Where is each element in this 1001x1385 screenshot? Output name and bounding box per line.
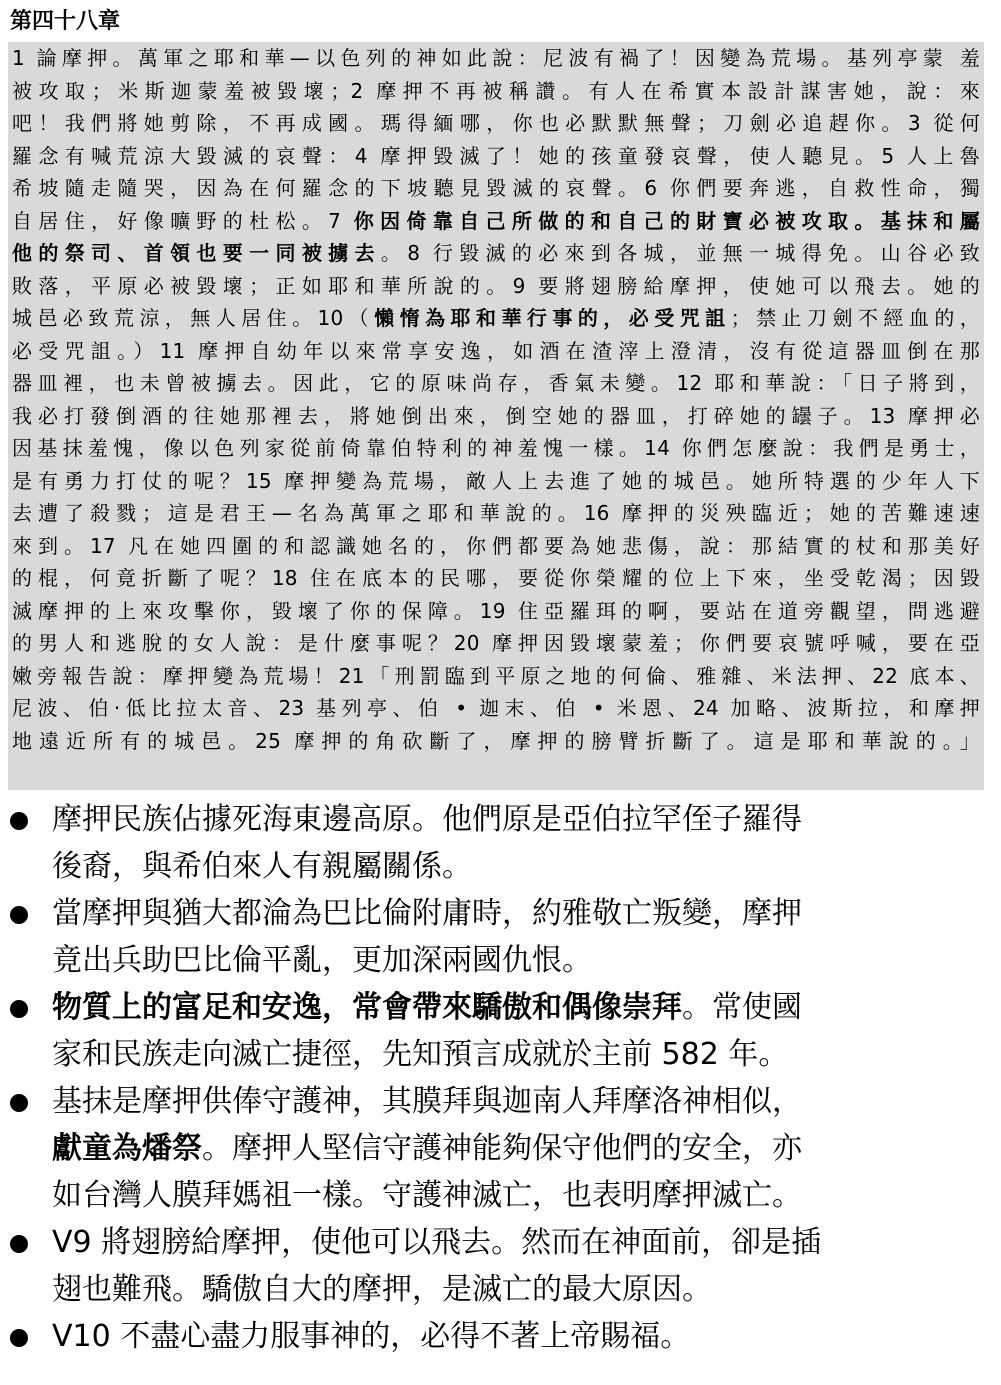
scripture-line [12, 725, 980, 758]
text-segment: 敗落，平原必被毀壞；正如耶和華所說的。9 要將翅膀給摩押，使她可以飛去。她的 [12, 273, 980, 298]
text-segment: 後裔，與希伯來人有親屬關係。 [52, 849, 472, 884]
scripture-line [12, 692, 980, 725]
text-segment: 。8 行毀滅的必來到各城，並無一城得免。山谷必致 [380, 241, 980, 265]
emphasized-text: 你因倚靠自己所做的和自己的財寶必被攻取。基抹和屬 [353, 208, 980, 233]
text-segment: 滅摩押的上來攻擊你，毀壞了你的保障。19 住亞羅珥的啊，要站在道旁觀望，問逃避 [12, 598, 980, 623]
note-item [8, 890, 988, 984]
bullet-icon [10, 1235, 28, 1253]
bullet-icon [10, 906, 28, 924]
note-line [52, 843, 988, 890]
scripture-line [12, 107, 980, 140]
text-segment: 被攻取；米斯迦蒙羞被毀壞；2 摩押不再被稱讚。有人在希實本設計謀害她，說：來 [12, 78, 980, 103]
text-segment: 地遠近所有的城邑。25 摩押的角砍斷了，摩押的膀臂折斷了。這是耶和華說的。」 [12, 728, 980, 753]
scripture-line [12, 465, 980, 498]
scripture-line [12, 335, 980, 368]
bullet-icon [10, 1094, 28, 1112]
note-line [52, 1031, 988, 1078]
bullet-icon [10, 1000, 28, 1018]
scripture-line [12, 270, 980, 303]
text-segment: 嫩旁報告說：摩押變為荒場！21「刑罰臨到平原之地的何倫、雅雜、米法押、22 底本、 [12, 663, 980, 688]
note-line [52, 796, 988, 843]
scripture-line [12, 172, 980, 205]
note-line [52, 1078, 988, 1125]
emphasized-text: 獻童為燔祭 [52, 1131, 202, 1166]
text-segment: 的棍，何竟折斷了呢？18 住在底本的民哪，要從你榮耀的位上下來，坐受乾渴；因毀 [12, 566, 980, 590]
emphasized-text: 他的祭司、首領也要一同被擄去 [12, 241, 381, 265]
text-segment: 。常使國 [682, 990, 802, 1025]
text-segment: 城邑必致荒涼，無人居住。10（ [12, 306, 375, 330]
emphasized-text: 物質上的富足和安逸，常會帶來驕傲和偶像崇拜 [52, 990, 682, 1025]
scripture-line [12, 367, 980, 400]
scripture-line [12, 432, 980, 465]
note-line [52, 890, 988, 937]
scripture-line [12, 75, 980, 108]
note-line [52, 1172, 988, 1219]
scripture-line [12, 595, 980, 628]
emphasized-text: 懶惰為耶和華行事的，必受咒詛 [374, 306, 731, 330]
note-line [52, 1266, 988, 1313]
scripture-line [12, 237, 980, 270]
text-segment: 希坡隨走隨哭，因為在何羅念的下坡聽見毀滅的哀聲。6 你們要奔逃，自救性命，獨 [12, 176, 980, 200]
note-item [8, 1219, 988, 1313]
note-item [8, 1078, 988, 1219]
text-segment: 羅念有喊荒涼大毀滅的哀聲：4 摩押毀滅了！她的孩童發哀聲，使人聽見。5 人上魯 [12, 143, 980, 168]
note-line [52, 1313, 988, 1360]
text-segment: 吧！我們將她剪除，不再成國。瑪得緬哪，你也必默默無聲；刀劍必追趕你。3 從何 [12, 111, 980, 135]
text-segment: 竟出兵助巴比倫平亂，更加深兩國仇恨。 [52, 943, 592, 978]
text-segment: 。摩押人堅信守護神能夠保守他們的安全，亦 [202, 1131, 802, 1166]
note-line [52, 1219, 988, 1266]
text-segment: 因基抹羞愧，像以色列家從前倚靠伯特利的神羞愧一樣。14 你們怎麼說：我們是勇士， [12, 436, 980, 460]
text-segment: 器皿裡，也未曾被擄去。因此，它的原味尚存，香氣未變。12 耶和華說：「日子將到， [12, 371, 980, 395]
text-segment: 尼波、伯‧低比拉太音、23 基列亭、伯 • 迦末、伯 • 米恩、24 加略、波斯拉，和摩押 [12, 696, 980, 720]
text-segment: V9 將翅膀給摩押，使他可以飛去。然而在神面前，卻是插 [52, 1225, 822, 1260]
text-segment: ；禁止刀劍不經血的， [730, 306, 980, 330]
text-segment: 當摩押與猶大都淪為巴比倫附庸時，約雅敬亡叛變，摩押 [52, 896, 802, 931]
scripture-line [12, 400, 980, 433]
text-segment: 如台灣人膜拜媽祖一樣。守護神滅亡，也表明摩押滅亡。 [52, 1178, 802, 1213]
text-segment: 的男人和逃脫的女人說：是什麼事呢？20 摩押因毀壞蒙羞；你們要哀號呼喊，要在亞 [12, 631, 980, 655]
text-segment: 自居住，好像曠野的杜松。7 [12, 208, 354, 233]
scripture-line [12, 660, 980, 693]
text-segment: 家和民族走向滅亡捷徑，先知預言成就於主前 582 年。 [52, 1037, 789, 1072]
text-segment: 摩押民族佔據死海東邊高原。他們原是亞伯拉罕侄子羅得 [52, 802, 802, 837]
text-segment: 是有勇力打仗的呢？15 摩押變為荒場，敵人上去進了她的城邑。她所特選的少年人下 [12, 468, 980, 493]
chapter-title: 第四十八章 [10, 8, 121, 34]
text-segment: 我必打發倒酒的往她那裡去，將她倒出來，倒空她的器皿，打碎她的罎子。13 摩押必 [12, 403, 980, 428]
scripture-line [12, 42, 980, 75]
scripture-line [12, 530, 980, 563]
scripture-passage [8, 42, 984, 790]
text-segment: V10 不盡心盡力服事神的，必得不著上帝賜福。 [52, 1319, 691, 1354]
scripture-line [12, 302, 980, 335]
note-item [8, 796, 988, 890]
note-line [52, 1125, 988, 1172]
bullet-icon [10, 812, 28, 830]
text-segment: 來到。17 凡在她四圍的和認識她名的，你們都要為她悲傷，說：那結實的杖和那美好 [12, 533, 980, 558]
scripture-line [12, 627, 980, 660]
note-item [8, 1313, 988, 1360]
scripture-line [12, 205, 980, 238]
bullet-icon [10, 1329, 28, 1347]
note-line [52, 984, 988, 1031]
scripture-line [12, 497, 980, 530]
scripture-line [12, 562, 980, 595]
text-segment: 翅也難飛。驕傲自大的摩押，是滅亡的最大原因。 [52, 1272, 712, 1307]
note-item [8, 984, 988, 1078]
commentary-notes [8, 796, 988, 1360]
text-segment: 去遭了殺戮；這是君王—名為萬軍之耶和華說的。16 摩押的災殃臨近；她的苦難速速 [12, 501, 980, 525]
text-segment: 基抹是摩押供俸守護神，其膜拜與迦南人拜摩洛神相似， [52, 1084, 802, 1119]
scripture-line [12, 140, 980, 173]
note-line [52, 937, 988, 984]
text-segment: 1 論摩押。萬軍之耶和華—以色列的神如此說：尼波有禍了！因變為荒場。基列亭蒙 羞 [12, 46, 980, 70]
text-segment: 必受咒詛。）11 摩押自幼年以來常享安逸，如酒在渣滓上澄清，沒有從這器皿倒在那 [12, 338, 980, 363]
